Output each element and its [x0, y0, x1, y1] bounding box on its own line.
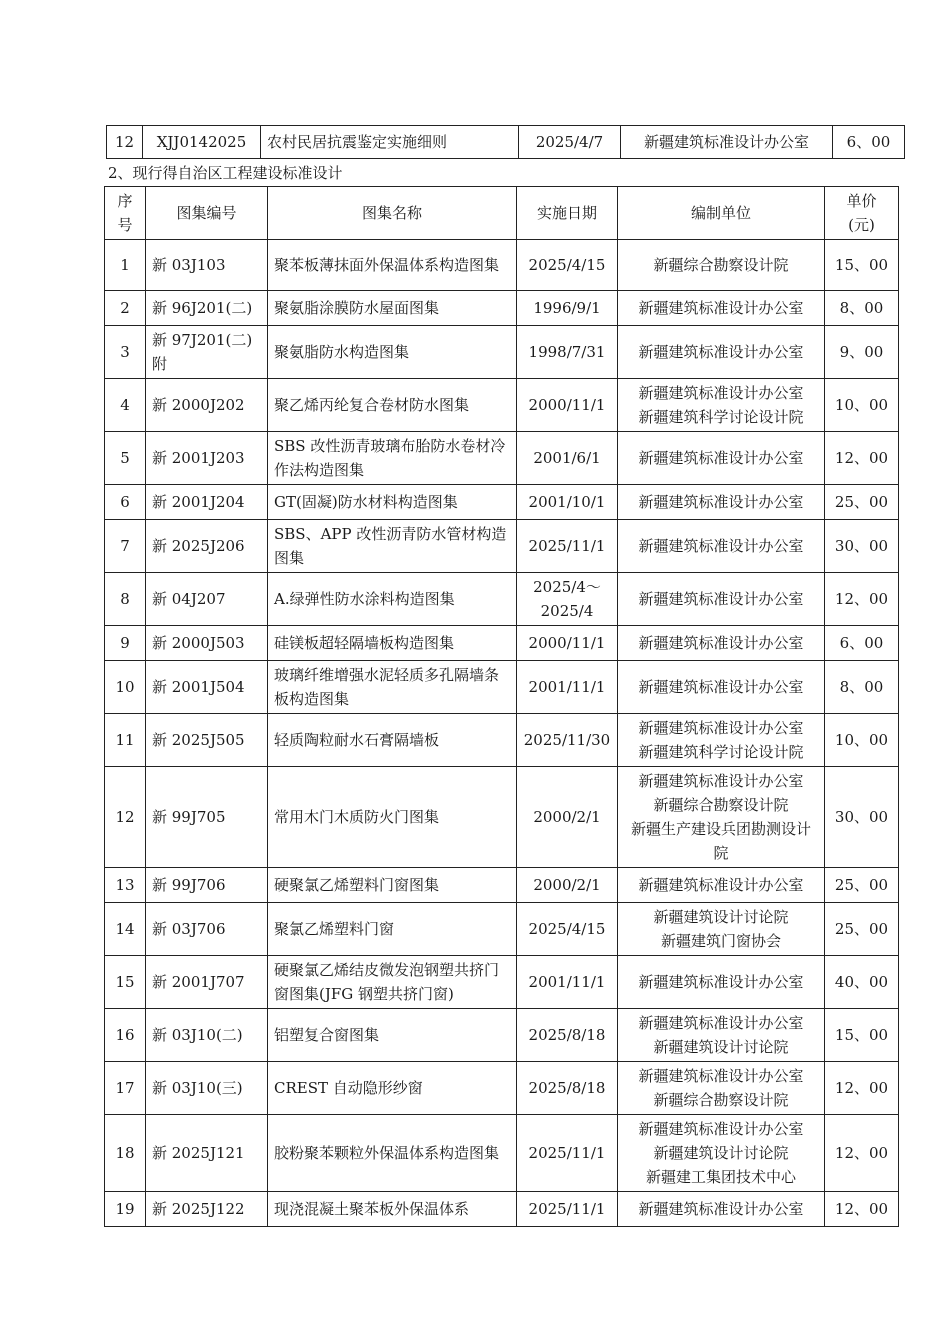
atlas-code: 新 97J201(二)附: [146, 326, 268, 379]
unit-price: 8、00: [825, 661, 899, 714]
effective-date: 2000/2/1: [517, 868, 618, 903]
atlas-code: 新 03J103: [146, 240, 268, 291]
effective-date: 2025/11/1: [517, 1192, 618, 1227]
effective-date: 2001/6/1: [517, 432, 618, 485]
compiling-unit: 新疆建筑标准设计办公室: [618, 520, 825, 573]
atlas-name: 聚氯乙烯塑料门窗: [268, 903, 517, 956]
effective-date: 2025/11/1: [517, 520, 618, 573]
atlas-code: 新 03J706: [146, 903, 268, 956]
row-number: 12: [107, 126, 143, 159]
table-row: [105, 573, 899, 626]
atlas-name: 轻质陶粒耐水石膏隔墙板: [268, 714, 517, 767]
unit-price: 12、00: [825, 1062, 899, 1115]
atlas-name: 农村民居抗震鉴定实施细则: [261, 126, 519, 159]
atlas-name: 铝塑复合窗图集: [268, 1009, 517, 1062]
atlas-name: SBS 改性沥青玻璃布胎防水卷材冷作法构造图集: [268, 432, 517, 485]
effective-date: 1996/9/1: [517, 291, 618, 326]
unit-price: 15、00: [825, 240, 899, 291]
atlas-code: 新 2001J203: [146, 432, 268, 485]
unit-price: 25、00: [825, 485, 899, 520]
atlas-name: 聚乙烯丙纶复合卷材防水图集: [268, 379, 517, 432]
atlas-name: 现浇混凝土聚苯板外保温体系: [268, 1192, 517, 1227]
table-row: [105, 326, 899, 379]
table-row: [105, 379, 899, 432]
effective-date: 2000/2/1: [517, 767, 618, 868]
atlas-code: 新 2025J505: [146, 714, 268, 767]
row-number: 12: [105, 767, 146, 868]
row-number: 19: [105, 1192, 146, 1227]
compiling-unit: 新疆建筑标准设计办公室: [618, 432, 825, 485]
atlas-code: 新 03J10(三): [146, 1062, 268, 1115]
effective-date: 2025/4/15: [517, 240, 618, 291]
effective-date: 2025/4/7: [519, 126, 621, 159]
compiling-unit: 新疆建筑标准设计办公室 新疆综合勘察设计院 新疆生产建设兵团勘测设计院: [618, 767, 825, 868]
compiling-unit: 新疆建筑标准设计办公室 新疆建筑设计讨论院 新疆建工集团技术中心: [618, 1115, 825, 1192]
table-row: [107, 126, 905, 159]
effective-date: 2001/11/1: [517, 956, 618, 1009]
atlas-code: 新 2001J504: [146, 661, 268, 714]
effective-date: 2000/11/1: [517, 626, 618, 661]
effective-date: 1998/7/31: [517, 326, 618, 379]
regional-standards-table: [104, 186, 899, 1227]
effective-date: 2025/8/18: [517, 1009, 618, 1062]
table-row: [105, 956, 899, 1009]
row-number: 11: [105, 714, 146, 767]
header-unit: 编制单位: [618, 187, 825, 240]
atlas-name: GT(固凝)防水材料构造图集: [268, 485, 517, 520]
effective-date: 2025/4/15: [517, 903, 618, 956]
compiling-unit: 新疆建筑标准设计办公室 新疆建筑设计讨论院: [618, 1009, 825, 1062]
row-number: 17: [105, 1062, 146, 1115]
header-price: 单价 (元): [825, 187, 899, 240]
unit-price: 8、00: [825, 291, 899, 326]
table-row: [105, 767, 899, 868]
table-row: [105, 714, 899, 767]
table-row: [105, 291, 899, 326]
row-number: 16: [105, 1009, 146, 1062]
unit-price: 10、00: [825, 714, 899, 767]
compiling-unit: 新疆建筑标准设计办公室: [618, 626, 825, 661]
compiling-unit: 新疆建筑设计讨论院 新疆建筑门窗协会: [618, 903, 825, 956]
atlas-name: 硅镁板超轻隔墙板构造图集: [268, 626, 517, 661]
atlas-name: 玻璃纤维增强水泥轻质多孔隔墙条板构造图集: [268, 661, 517, 714]
atlas-name: 聚氨脂涂膜防水屋面图集: [268, 291, 517, 326]
row-number: 5: [105, 432, 146, 485]
atlas-code: 新 2025J121: [146, 1115, 268, 1192]
atlas-code: 新 2000J202: [146, 379, 268, 432]
compiling-unit: 新疆建筑标准设计办公室: [618, 1192, 825, 1227]
effective-date: 2000/11/1: [517, 379, 618, 432]
atlas-name: A.绿弹性防水涂料构造图集: [268, 573, 517, 626]
unit-price: 25、00: [825, 868, 899, 903]
atlas-name: 硬聚氯乙烯结皮微发泡钢塑共挤门窗图集(JFG 钢塑共挤门窗): [268, 956, 517, 1009]
unit-price: 15、00: [825, 1009, 899, 1062]
atlas-name: SBS、APP 改性沥青防水管材构造图集: [268, 520, 517, 573]
row-number: 1: [105, 240, 146, 291]
table-row: [105, 661, 899, 714]
row-number: 14: [105, 903, 146, 956]
header-name: 图集名称: [268, 187, 517, 240]
effective-date: 2001/11/1: [517, 661, 618, 714]
header-no: 序 号: [105, 187, 146, 240]
atlas-code: 新 2000J503: [146, 626, 268, 661]
compiling-unit: 新疆建筑标准设计办公室: [618, 326, 825, 379]
compiling-unit: 新疆建筑标准设计办公室: [618, 956, 825, 1009]
table-header-row: [105, 187, 899, 240]
unit-price: 40、00: [825, 956, 899, 1009]
table-row: [105, 1009, 899, 1062]
row-number: 15: [105, 956, 146, 1009]
unit-price: 30、00: [825, 520, 899, 573]
row-number: 6: [105, 485, 146, 520]
atlas-code: 新 03J10(二): [146, 1009, 268, 1062]
atlas-code: 新 99J705: [146, 767, 268, 868]
compiling-unit: 新疆建筑标准设计办公室 新疆建筑科学讨论设计院: [618, 379, 825, 432]
unit-price: 12、00: [825, 1115, 899, 1192]
row-number: 7: [105, 520, 146, 573]
unit-price: 12、00: [825, 573, 899, 626]
effective-date: 2025/11/1: [517, 1115, 618, 1192]
compiling-unit: 新疆建筑标准设计办公室: [618, 868, 825, 903]
unit-price: 12、00: [825, 432, 899, 485]
row-number: 9: [105, 626, 146, 661]
table-row: [105, 626, 899, 661]
table-row: [105, 1115, 899, 1192]
table-row: [105, 432, 899, 485]
row-number: 13: [105, 868, 146, 903]
unit-price: 9、00: [825, 326, 899, 379]
header-date: 实施日期: [517, 187, 618, 240]
atlas-name: 聚氨脂防水构造图集: [268, 326, 517, 379]
previous-standards-table-tail: [106, 125, 905, 159]
unit-price: 10、00: [825, 379, 899, 432]
compiling-unit: 新疆建筑标准设计办公室: [618, 661, 825, 714]
section-title: 2、现行得自治区工程建设标准设计: [108, 164, 343, 182]
atlas-code: 新 04J207: [146, 573, 268, 626]
atlas-code: 新 99J706: [146, 868, 268, 903]
unit-price: 6、00: [833, 126, 905, 159]
row-number: 10: [105, 661, 146, 714]
compiling-unit: 新疆建筑标准设计办公室: [618, 485, 825, 520]
atlas-code: 新 96J201(二): [146, 291, 268, 326]
compiling-unit: 新疆建筑标准设计办公室 新疆建筑科学讨论设计院: [618, 714, 825, 767]
atlas-code: XJJ0142025: [143, 126, 261, 159]
compiling-unit: 新疆综合勘察设计院: [618, 240, 825, 291]
table-row: [105, 868, 899, 903]
table-row: [105, 520, 899, 573]
unit-price: 6、00: [825, 626, 899, 661]
atlas-code: 新 2025J206: [146, 520, 268, 573]
header-code: 图集编号: [146, 187, 268, 240]
effective-date: 2025/4～ 2025/4: [517, 573, 618, 626]
table-row: [105, 1192, 899, 1227]
row-number: 4: [105, 379, 146, 432]
row-number: 18: [105, 1115, 146, 1192]
table-body: [105, 240, 899, 1227]
atlas-name: CREST 自动隐形纱窗: [268, 1062, 517, 1115]
effective-date: 2025/8/18: [517, 1062, 618, 1115]
unit-price: 30、00: [825, 767, 899, 868]
atlas-name: 胶粉聚苯颗粒外保温体系构造图集: [268, 1115, 517, 1192]
compiling-unit: 新疆建筑标准设计办公室: [621, 126, 833, 159]
unit-price: 25、00: [825, 903, 899, 956]
atlas-code: 新 2025J122: [146, 1192, 268, 1227]
row-number: 8: [105, 573, 146, 626]
effective-date: 2025/11/30: [517, 714, 618, 767]
table-row: [105, 903, 899, 956]
table-row: [105, 240, 899, 291]
compiling-unit: 新疆建筑标准设计办公室 新疆综合勘察设计院: [618, 1062, 825, 1115]
compiling-unit: 新疆建筑标准设计办公室: [618, 291, 825, 326]
atlas-code: 新 2001J204: [146, 485, 268, 520]
unit-price: 12、00: [825, 1192, 899, 1227]
row-number: 3: [105, 326, 146, 379]
effective-date: 2001/10/1: [517, 485, 618, 520]
atlas-name: 聚苯板薄抹面外保温体系构造图集: [268, 240, 517, 291]
row-number: 2: [105, 291, 146, 326]
table-row: [105, 485, 899, 520]
compiling-unit: 新疆建筑标准设计办公室: [618, 573, 825, 626]
atlas-code: 新 2001J707: [146, 956, 268, 1009]
atlas-name: 常用木门木质防火门图集: [268, 767, 517, 868]
atlas-name: 硬聚氯乙烯塑料门窗图集: [268, 868, 517, 903]
table-row: [105, 1062, 899, 1115]
